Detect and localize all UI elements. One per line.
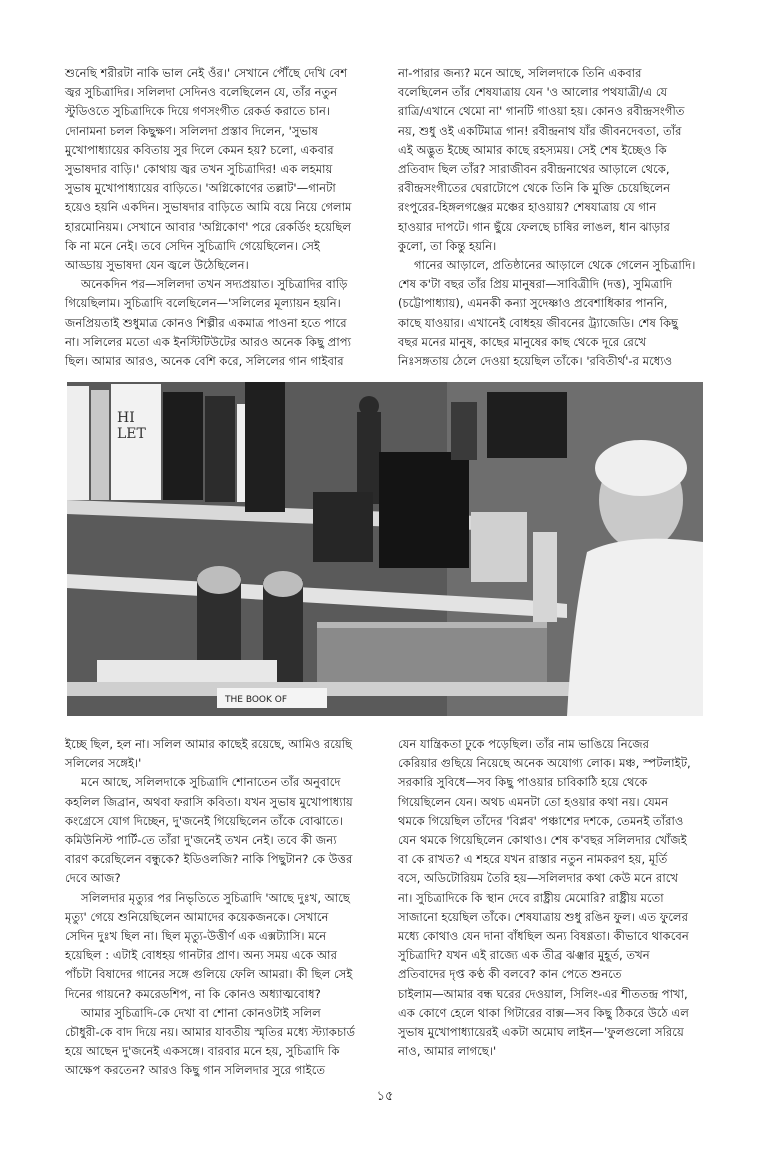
column-top-right (398, 64, 710, 371)
paragraph: সলিলদার মৃত্যুর পর নিভৃতিতে সুচিত্রাদি 'আছে দুঃখ, আছে মৃত্যু' গেয়ে শুনিয়েছিলেন আমাদের কয়েকজনকে। সেখানে সেদিন দুঃখ ছিল না। ছিল মৃত্যু-উত্তীর্ণ এক এক্সট্যাসি। মনে হয়েছিল : এটাই বোধহয় গানটার প্রাণ। অন্য সময় একে আর পাঁচটা বিষাদের গানের সঙ্গে গুলিয়ে ফেলি আমরা। কী ছিল সেই দিনের গায়নে? কমরেডশিপ, না কি কোনও অধ্যাত্মবোধ? (65, 890, 353, 1001)
woman-sari (567, 539, 703, 716)
column-bottom-left (65, 735, 383, 1081)
column-top-left (65, 64, 383, 371)
page-number: ১৫ (376, 1089, 394, 1104)
paragraph: মনে আছে, সলিলদাকে সুচিত্রাদি শোনাতেন তাঁর অনুবাদে কহলিল জিব্রান, অথবা ফরাসি কবিতা। যখন সুভাষ মুখোপাধ্যায় কংগ্রেসে যোগ দিচ্ছেন, দু'জনেই গিয়েছিলেন তাঁকে বোঝাতে। কমিউনিস্ট পার্টি-তে তাঁরা দু'জনেই তখন নেই। তবে কী জন্য বারণ করেছিলেন বন্ধুকে? ইডিওলজি? নাকি পিছুটান? কে উত্তর দেবে আজ? (65, 775, 353, 886)
paragraph: ইচ্ছে ছিল, হল না। সলিল আমার কাছেই রয়েছে, আমিও রয়েছি সলিলের সঙ্গেই।' (65, 737, 353, 771)
column-bottom-right (398, 735, 710, 1061)
book-title-text: THE BOOK OF (225, 695, 288, 705)
paragraph: না-পারার জন্য? মনে আছে, সলিলদাকে তিনি একবার বলেছিলেন তাঁর শেষযাত্রায় যেন 'ও আলোর পথযাত্রী/এ যে রাত্রি/এখানে থেমো না' গানটি গাওয়া হয়। কোনও রবীন্দ্রসংগীত নয়, শুধু ওই একটিমাত্র গান! রবীন্দ্রনাথ যাঁর জীবনদেবতা, তাঁর এই অদ্ভুত ইচ্ছে আমার কাছে রহস্যময়। সেই শেষ ইচ্ছেও কি প্রতিবাদ ছিল তাঁর? সারাজীবন রবীন্দ্রনাথের আড়ালে থেকে, রবীন্দ্রসংগীতের ঘেরাটোপে থেকে তিনি কি মুক্তি চেয়েছিলেন রংপুরের-হিঙ্গলগঞ্জের মঞ্চের হাওয়ায়? শেষযাত্রায় যে গান হাওয়ার দাপটে। গান ছুঁয়ে ফেলছে চাষির লাঙল, ধান ঝাড়ার কুলো, তা কিন্তু হয়নি। (398, 66, 685, 253)
paragraph: যেন যান্ত্রিকতা ঢুকে পড়েছিল। তাঁর নাম ভাঙিয়ে নিজের কেরিয়ার গুছিয়ে নিয়েছে অনেক অযোগ্য লোক। মঞ্চ, স্পটলাইট, সরকারি সুবিধে—সব কিছু পাওয়ার চাবিকাঠি হয়ে থেকে গিয়েছিলেন যেন। অথচ এমনটা তো হওয়ার কথা নয়। যেমন থমকে গিয়েছিল তাঁদের 'বিপ্লব' পঞ্চাশের দশকে, তেমনই তাঁরাও যেন থমকে গিয়েছিলেন কোথাও। শেষ ক'বছর সলিলদার খোঁজই বা কে রাখত? এ শহরে যখন রাস্তার নতুন নামকরণ হয়, মূর্তি বসে, অডিটোরিয়ম তৈরি হয়—সলিলদার কথা কেউ মনে রাখে না। সুচিত্রাদিকে কি স্থান দেবে রাষ্ট্রীয় মেমোরি? রাষ্ট্রীয় মতো সাজানো হয়েছিল তাঁকে। শেষযাত্রায় শুধু রঙিন ফুল। এত ফুলের মধ্যে কোথাও যেন দানা বাঁধছিল অন্য বিষণ্ণতা। কীভাবে থাকবেন সুচিত্রাদি? যখন এই রাজ্যে এক তীব্র ঝঞ্ঝার মুহূর্ত, তখন প্রতিবাদের দৃপ্ত কণ্ঠ কী বলবে? কান পেতে শুনতে চাইলাম—আমার বন্ধ ঘরের দেওয়াল, সিলিং-এর শীততন্দ্র পাখা, এক কোণে হেলে থাকা গিটারের বাক্স—সব কিছু ঠিকরে উঠে এল সুভাষ মুখোপাধ্যায়েরই একটা অমোঘ লাইন—'ফুলগুলো সরিয়ে নাও, আমার লাগছে।' (398, 737, 691, 1059)
portrait-photo (67, 382, 703, 716)
book-spine-text: HI LET (117, 410, 146, 442)
paragraph: আমার সুচিত্রাদি-কে দেখা বা শোনা কোনওটাই সলিল চৌধুরী-কে বাদ দিয়ে নয়। আমার যাবতীয় স্মৃতির মধ্যে স্ট্যাকচার্ড হয়ে আছেন দু'জনেই একসঙ্গে। বারবার মনে হয়, সুচিত্রাদি কি আক্ষেপ করতেন? আরও কিছু গান সলিলদার সুরে গাইতে (65, 1005, 356, 1078)
paragraph: অনেকদিন পর—সলিলদা তখন সদ্যপ্রয়াত। সুচিত্রাদির বাড়ি গিয়েছিলাম। সুচিত্রাদি বলেছিলেন—'সলিলের মূল্যায়ন হয়নি। জনপ্রিয়তাই শুধুমাত্র কোনও শিল্পীর একমাত্র পাওনা হতে পারে না। সলিলের মতো এক ইনস্টিটিউটের আরও অনেক কিছু প্রাপ্য ছিল। আমার আরও, অনেক বেশি করে, সলিলের গান গাইবার (65, 277, 351, 369)
paragraph: গানের আড়ালে, প্রতিষ্ঠানের আড়ালে থেকে গেলেন সুচিত্রাদি। শেষ ক'টা বছর তাঁর প্রিয় মানুষরা—সাবিত্রীদি (দত্ত), সুমিত্রাদি (চট্টোপাধ্যায়), এমনকী কন্যা সুদেষ্ণাও প্রবেশাধিকার পাননি, কাছে যাওয়ার। এখানেই বোধহয় জীবনের ট্র্যাজেডি। শেষ কিছু বছর মনের মানুষ, কাছের মানুষের কাছ থেকে দূরে রেখে নিঃসঙ্গতায় ঠেলে দেওয়া হয়েছিল তাঁকে। 'রবিতীর্থ'-র মধ্যেও (398, 258, 696, 369)
paragraph: শুনেছি শরীরটা নাকি ভাল নেই ওঁর।' সেখানে পৌঁছে দেখি বেশ জ্বর সুচিত্রাদির। সলিলদা সেদিনও বলেছিলেন যে, তাঁর নতুন স্টুডিওতে সুচিত্রাদিকে দিয়ে গণসংগীত রেকর্ড করাতে চান। দোনামনা চলল কিছুক্ষণ। সলিলদা প্রস্তাব দিলেন, 'সুভাষ মুখোপাধ্যায়ের কবিতায় সুর দিলে কেমন হয়? চলো, একবার সুভাষদার বাড়ি।' কোথায় জ্বর তখন সুচিত্রাদির! এক লহমায় সুভাষ মুখোপাধ্যায়ের বাড়িতে। 'অগ্নিকোণের তল্লাট'—গানটা হয়েও হয়নি একদিন। সুভাষদার বাড়িতে আমি বয়ে নিয়ে গেলাম হারমোনিয়ম। সেখানে আবার 'অগ্নিকোণ' পরে রেকর্ডিং হয়েছিল কি না মনে নেই। তবে সেদিন সুচিত্রাদি গেয়েছিলেন। সেই আড্ডায় সুভাষদা যেন জ্বলে উঠেছিলেন। (65, 66, 352, 273)
lower-shelf (67, 682, 627, 696)
photo-illustration (67, 382, 703, 716)
